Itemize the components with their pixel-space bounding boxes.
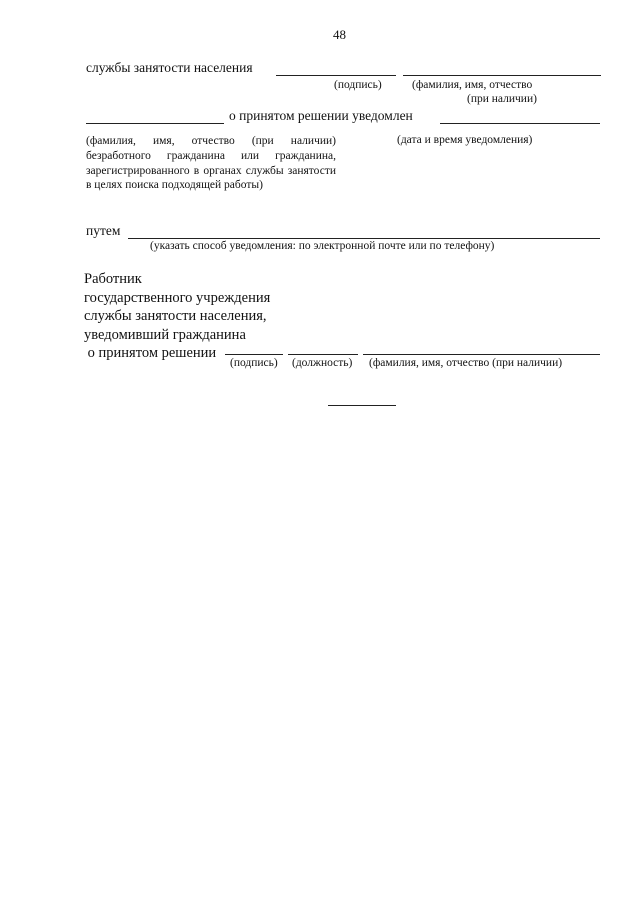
full-name-caption-optional: (при наличии) [467,93,537,105]
worker-position-caption: (должность) [292,357,353,369]
citizen-name-caption: (фамилия, имя, отчество (при наличии) безработного гражданина или гражданина, зарегистрированного в органах службы занятости в целях поиска подходящей работы) [86,135,336,192]
worker-line: государственного учреждения [84,289,271,306]
full-name-line[interactable] [403,75,601,76]
employment-service-label: службы занятости населения [86,60,253,75]
worker-name-caption: (фамилия, имя, отчество (при наличии) [369,357,563,369]
worker-name-line[interactable] [363,354,600,355]
citizen-name-line[interactable] [86,123,224,124]
signature-line[interactable] [276,75,396,76]
notified-decision-label: о принятом решении уведомлен [229,108,413,123]
worker-line: Работник [84,271,142,287]
method-label: путем [86,223,121,238]
full-name-caption: (фамилия, имя, отчество [412,79,533,91]
notification-date-line[interactable] [440,123,600,124]
worker-block [84,270,270,363]
notification-method-caption: (указать способ уведомления: по электронной почте или по телефону) [150,240,495,252]
worker-line: уведомивший гражданина [84,326,246,343]
worker-signature-caption: (подпись) [230,357,278,369]
worker-position-line[interactable] [288,354,358,355]
worker-signature-line[interactable] [225,354,283,355]
signature-caption: (подпись) [334,79,382,91]
worker-line: службы занятости населения, [84,308,267,324]
notification-method-line[interactable] [128,238,600,239]
end-separator [328,405,396,406]
notification-date-caption: (дата и время уведомления) [397,134,533,146]
worker-line: о принятом решении [84,345,217,361]
page-number: 48 [333,27,346,42]
